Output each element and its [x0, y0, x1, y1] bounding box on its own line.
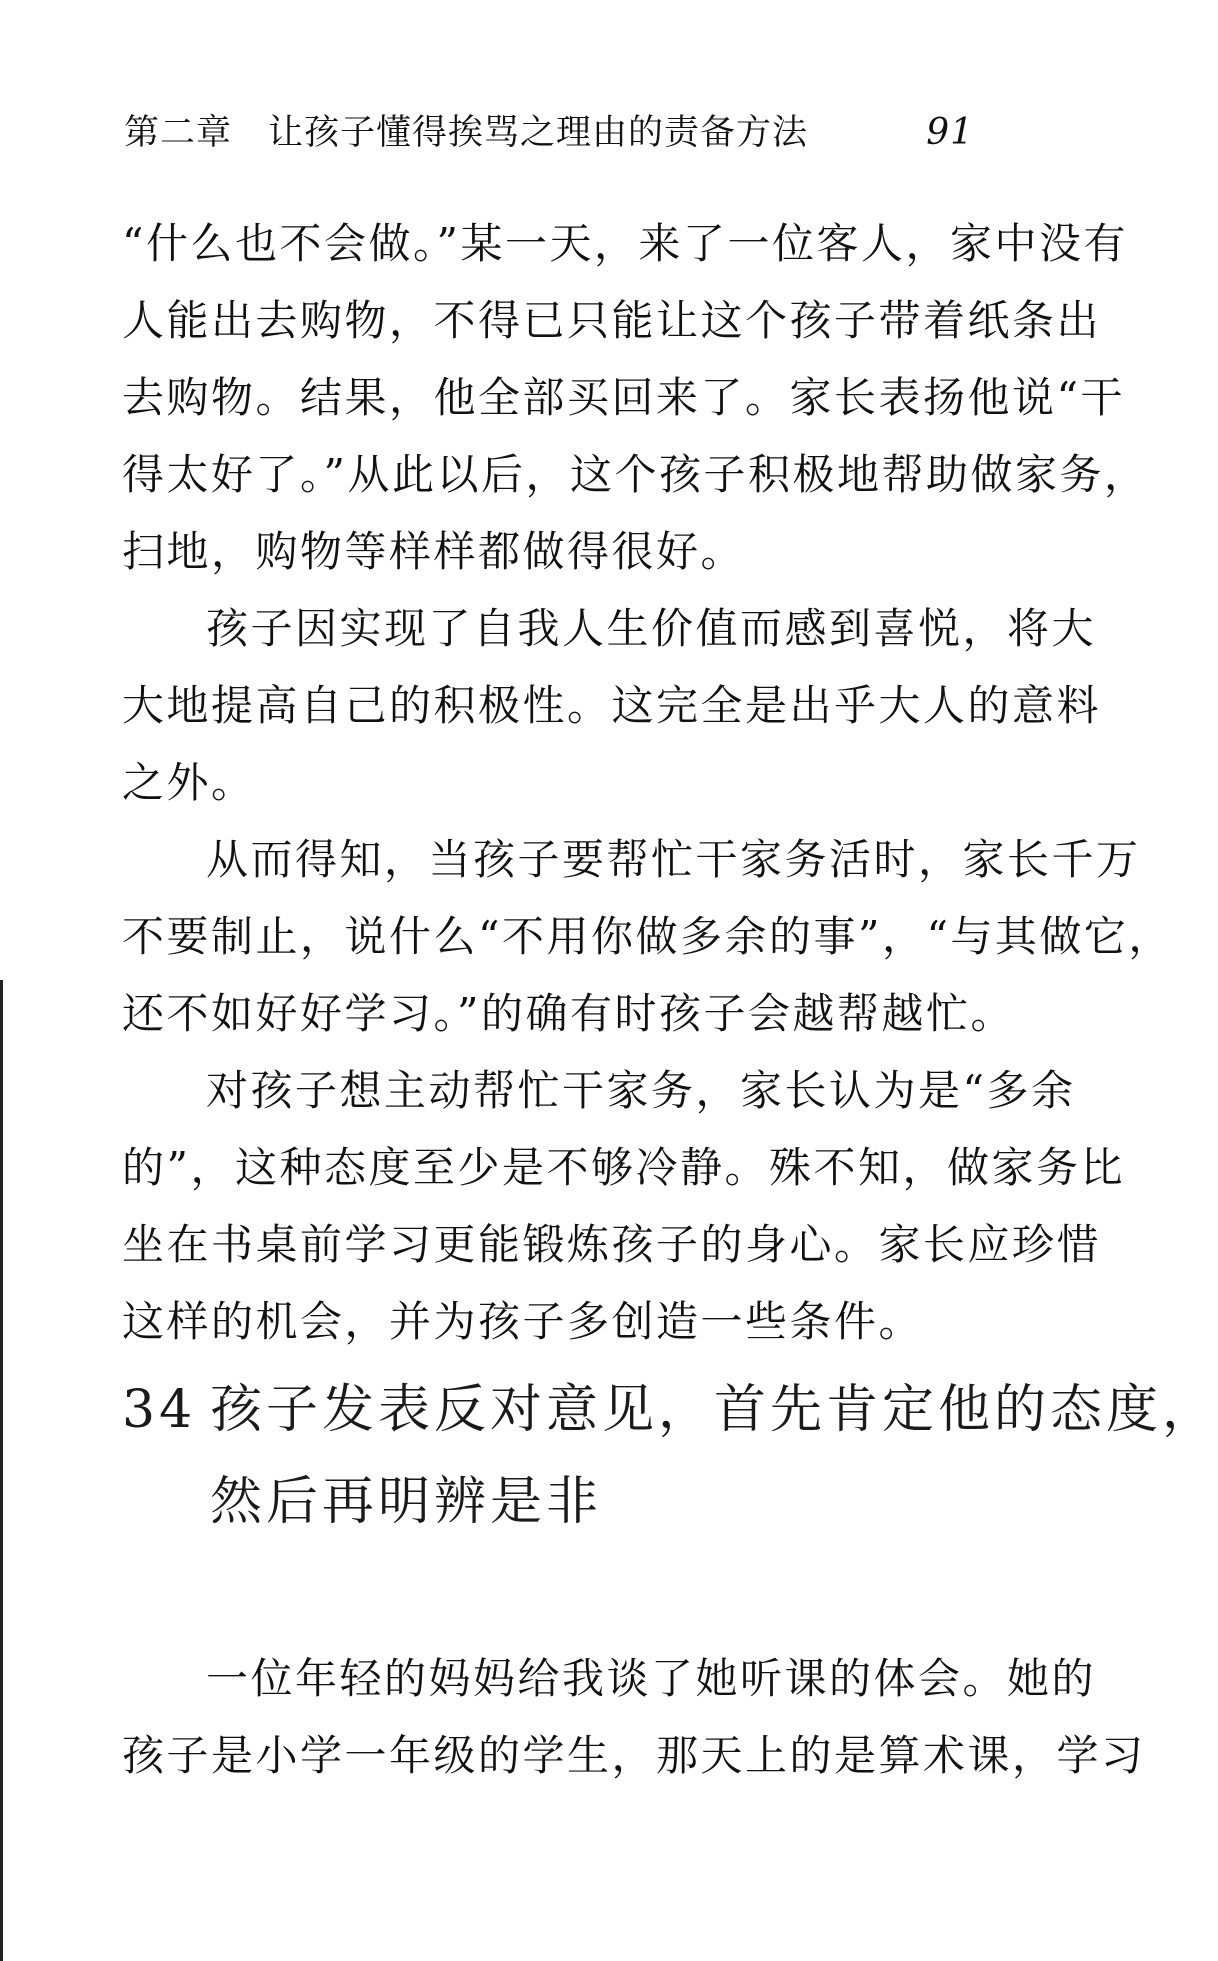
- section-title-line-1: 孩子发表反对意见，首先肯定他的态度，: [210, 1380, 1218, 1440]
- text-line: 从而得知，当孩子要帮忙干家务活时，家长千万: [206, 835, 1141, 884]
- body-text-upper: [122, 205, 1173, 1360]
- text-line: 人能出去购物，不得已只能让这个孩子带着纸条出: [122, 296, 1102, 345]
- section-number: 34: [122, 1380, 197, 1440]
- running-header: [124, 108, 984, 158]
- text-line: 不要制止，说什么“不用你做多余的事”，“与其做它，: [122, 912, 1173, 961]
- text-line: 坐在书桌前学习更能锻炼孩子的身心。家长应珍惜: [122, 1220, 1102, 1269]
- text-line: “什么也不会做。”某一天，来了一位客人，家中没有: [122, 219, 1128, 268]
- text-line: 对孩子想主动帮忙干家务，家长认为是“多余: [206, 1066, 1076, 1115]
- page-number: 91: [926, 112, 974, 153]
- page-edge-shadow: [0, 980, 3, 1961]
- section-title-line-2: 然后再明辨是非: [210, 1472, 603, 1532]
- chapter-title: 第二章 让孩子懂得挨骂之理由的责备方法: [124, 113, 809, 153]
- text-line: 还不如好好学习。”的确有时孩子会越帮越忙。: [122, 989, 1015, 1038]
- text-line: 孩子因实现了自我人生价值而感到喜悦，将大: [206, 604, 1097, 653]
- text-line: 之外。: [122, 758, 256, 807]
- text-line: 一位年轻的妈妈给我谈了她听课的体会。她的: [206, 1654, 1097, 1703]
- body-text-lower: [122, 1640, 1146, 1794]
- text-line: 扫地，购物等样样都做得很好。: [122, 527, 746, 576]
- text-line: 的”，这种态度至少是不够冷静。殊不知，做家务比: [122, 1143, 1125, 1192]
- text-line: 得太好了。”从此以后，这个孩子积极地帮助做家务，: [122, 450, 1149, 499]
- text-line: 这样的机会，并为孩子多创造一些条件。: [122, 1297, 924, 1346]
- text-line: 孩子是小学一年级的学生，那天上的是算术课，学习: [122, 1731, 1146, 1780]
- text-line: 去购物。结果，他全部买回来了。家长表扬他说“干: [122, 373, 1125, 422]
- text-line: 大地提高自己的积极性。这完全是出乎大人的意料: [122, 681, 1102, 730]
